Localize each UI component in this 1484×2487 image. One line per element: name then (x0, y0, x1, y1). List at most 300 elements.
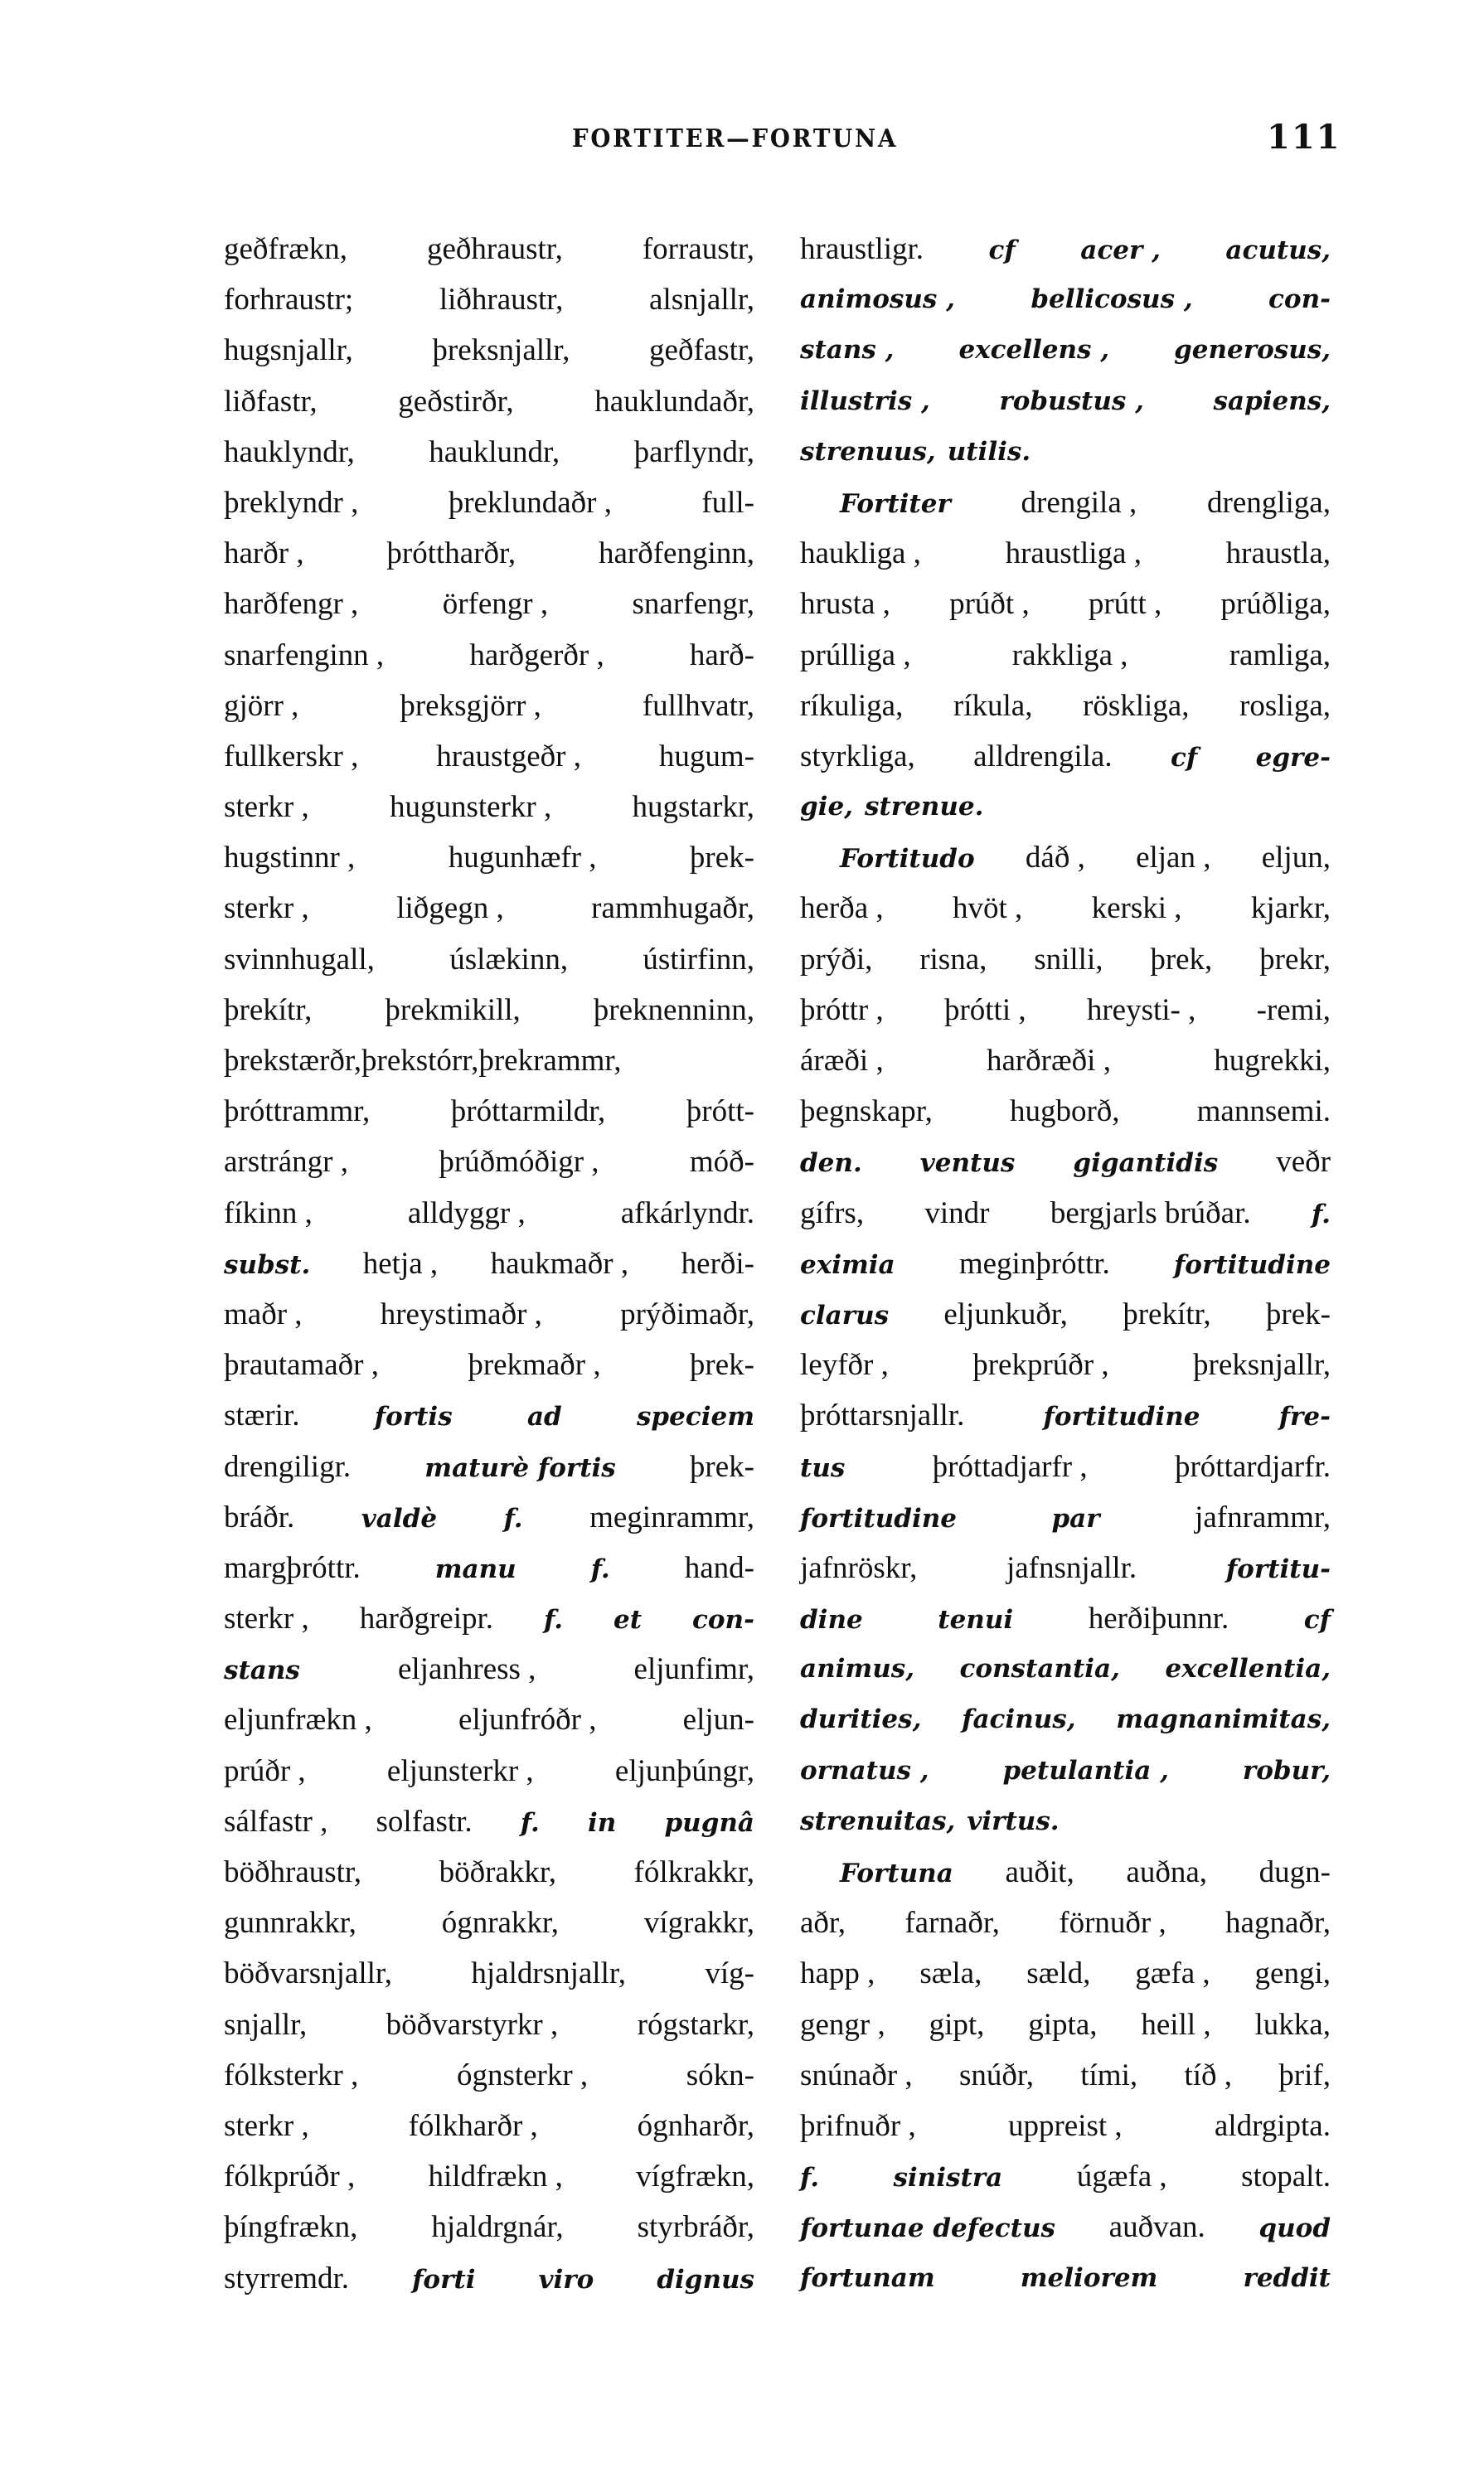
icelandic-word: vindr (924, 1195, 990, 1230)
text-line (800, 2151, 1331, 2202)
icelandic-word: fullkerskr , (224, 739, 359, 773)
icelandic-word: þrifnuðr , (800, 2108, 916, 2143)
icelandic-word: þreksnjallr, (432, 333, 570, 368)
icelandic-word: margþróttr. (224, 1550, 361, 1585)
icelandic-word: eljan , (1136, 841, 1211, 875)
icelandic-word: prýði, (800, 942, 873, 977)
icelandic-word: fíkinn , (224, 1195, 313, 1230)
latin-term: f. (1311, 1199, 1331, 1229)
icelandic-word: gunnrakkr, (224, 1906, 356, 1941)
icelandic-word: sterkr , (224, 891, 309, 926)
latin-term: magnanimitas, (1116, 1704, 1331, 1735)
text-line (224, 1137, 754, 1187)
icelandic-word: harðr , (224, 536, 304, 571)
icelandic-word: happ , (800, 1956, 875, 1991)
icelandic-word: ústirfinn, (643, 942, 754, 977)
icelandic-word: þrek- (689, 1449, 754, 1484)
latin-term: fortitudine (800, 1503, 958, 1534)
latin-term: excellentia, (1165, 1654, 1331, 1685)
icelandic-word: styrbráðr, (637, 2210, 754, 2245)
icelandic-word: eljanhress , (397, 1652, 536, 1687)
latin-term: viro (538, 2264, 594, 2295)
latin-term: et (613, 1605, 643, 1636)
icelandic-word: hugunhæfr , (448, 841, 597, 875)
icelandic-word: fólkharðr , (408, 2108, 538, 2143)
icelandic-word: hugsnjallr, (224, 333, 353, 368)
icelandic-word: vígfrækn, (636, 2160, 754, 2194)
text-line (800, 1340, 1331, 1390)
text-line (224, 1289, 754, 1340)
icelandic-word: kerski , (1091, 891, 1182, 926)
icelandic-word: stærir. (224, 1399, 300, 1433)
icelandic-word: sterkr , (224, 790, 309, 825)
icelandic-word: þrekstærðr,þrekstórr,þrekrammr, (224, 1044, 622, 1078)
icelandic-word: þróttarsnjallr. (800, 1399, 965, 1433)
icelandic-word: prútt , (1088, 587, 1162, 622)
text-line (800, 427, 1331, 478)
text-line (224, 832, 754, 883)
text-line (800, 376, 1331, 427)
icelandic-word: bergjarls brúðar. (1050, 1195, 1251, 1230)
icelandic-word: þrek, (1150, 942, 1213, 977)
latin-term: subst. (224, 1249, 311, 1280)
icelandic-word: þrekprúðr , (972, 1348, 1109, 1383)
text-line (224, 630, 754, 681)
icelandic-word: afkárlyndr. (620, 1195, 754, 1230)
text-line (800, 1086, 1331, 1137)
icelandic-word: hreystimaðr , (380, 1297, 542, 1331)
icelandic-word: svinnhugall, (224, 942, 375, 977)
icelandic-word: heill , (1141, 2007, 1211, 2042)
icelandic-word: áræði , (800, 1044, 884, 1078)
text-line (224, 579, 754, 629)
latin-term: stans (224, 1656, 300, 1686)
text-line (800, 1390, 1331, 1441)
icelandic-word: þrekr, (1259, 942, 1331, 977)
icelandic-word: sæla, (919, 1956, 982, 1991)
latin-term: f. (543, 1605, 564, 1636)
text-line (800, 2202, 1331, 2252)
text-line (800, 681, 1331, 731)
latin-term: f. (800, 2163, 820, 2194)
text-line (224, 1593, 754, 1644)
icelandic-word: harðfenginn, (598, 536, 754, 571)
icelandic-word: auðvan. (1108, 2210, 1205, 2245)
icelandic-word: stopalt. (1241, 2160, 1331, 2194)
icelandic-word: þrúðmóðigr , (439, 1145, 599, 1180)
text-line (800, 1239, 1331, 1289)
icelandic-word: hauklundaðr, (594, 384, 754, 419)
text-line (224, 224, 754, 274)
text-line (800, 1644, 1331, 1694)
icelandic-word: rammhugaðr, (591, 891, 754, 926)
latin-term: dignus (657, 2264, 754, 2295)
right-column (800, 224, 1331, 2304)
latin-term: strenue. (864, 792, 984, 822)
icelandic-word: harðgreipr. (359, 1602, 494, 1636)
text-line (224, 681, 754, 731)
latin-term: strenuitas, (800, 1806, 956, 1836)
icelandic-word: aldrgipta. (1214, 2108, 1331, 2143)
icelandic-word: alldrengila. (973, 739, 1113, 773)
icelandic-word: hreysti- , (1086, 992, 1196, 1027)
latin-term: bellicosus , (1031, 284, 1193, 315)
icelandic-word: sálfastr , (224, 1804, 328, 1839)
latin-term: cf (1171, 742, 1198, 773)
text-line (800, 274, 1331, 325)
latin-term: robur, (1242, 1755, 1331, 1786)
latin-term: Fortuna (840, 1859, 953, 1888)
text-line (800, 731, 1331, 782)
icelandic-word: gífrs, (800, 1195, 865, 1230)
icelandic-word: förnuðr , (1059, 1906, 1166, 1941)
text-line (224, 1543, 754, 1593)
icelandic-word: þróttadjarfr , (932, 1449, 1088, 1484)
text-line (800, 985, 1331, 1035)
icelandic-word: þróttrammr, (224, 1094, 371, 1129)
text-line (800, 478, 1331, 528)
latin-term: fortitudine (1173, 1249, 1331, 1280)
icelandic-word: farnaðr, (904, 1906, 1000, 1941)
text-line (800, 1035, 1331, 1086)
latin-term: cf (1303, 1605, 1331, 1636)
text-line (800, 1796, 1331, 1847)
icelandic-word: vígrakkr, (643, 1906, 754, 1941)
icelandic-word: geðfastr, (649, 333, 754, 368)
icelandic-word: snarfengr, (632, 587, 754, 622)
icelandic-word: sterkr , (224, 1602, 309, 1636)
icelandic-word: böðvarsnjallr, (224, 1956, 392, 1991)
latin-term: manu (434, 1554, 516, 1584)
text-line (224, 782, 754, 832)
icelandic-word: þrek- (689, 1348, 754, 1383)
latin-term: generosus, (1174, 335, 1331, 366)
text-line (224, 1847, 754, 1898)
icelandic-word: hrusta , (800, 587, 890, 622)
icelandic-word: auðna, (1126, 1855, 1207, 1889)
icelandic-word: haukliga , (800, 536, 921, 571)
icelandic-word: jafnsnjallr. (1006, 1550, 1137, 1585)
icelandic-word: hand- (684, 1550, 754, 1585)
text-line (224, 376, 754, 427)
icelandic-word: þreklundaðr , (448, 485, 612, 520)
latin-term: f. (590, 1554, 610, 1584)
latin-term: robustus , (999, 385, 1144, 416)
text-line (800, 1543, 1331, 1593)
icelandic-word: ógnharðr, (637, 2108, 754, 2143)
icelandic-word: kjarkr, (1250, 891, 1331, 926)
latin-term: f. (520, 1807, 540, 1838)
icelandic-word: snarfenginn , (224, 638, 385, 672)
icelandic-word: hugstinnr , (224, 841, 356, 875)
icelandic-word: þróttr , (800, 992, 884, 1027)
latin-term: fortunam (800, 2262, 935, 2293)
text-line (800, 2101, 1331, 2151)
icelandic-word: böðvarstyrkr , (386, 2007, 559, 2042)
icelandic-word: úgæfa , (1076, 2160, 1167, 2194)
icelandic-word: hraustla, (1225, 536, 1331, 571)
icelandic-word: hraustliga , (1005, 536, 1142, 571)
icelandic-word: víg- (705, 1956, 754, 1991)
icelandic-word: styrremdr. (224, 2261, 350, 2296)
icelandic-word: forraustr, (642, 232, 754, 266)
icelandic-word: eljunfróðr , (458, 1703, 597, 1738)
icelandic-word: hvöt , (953, 891, 1023, 926)
icelandic-word: prýðimaðr, (620, 1297, 754, 1331)
latin-term: fortis (374, 1402, 453, 1433)
icelandic-word: sterkr , (224, 2108, 309, 2143)
icelandic-word: meginrammr, (589, 1500, 754, 1534)
text-line (224, 2000, 754, 2050)
text-line (224, 1035, 754, 1086)
icelandic-word: hetja , (362, 1246, 439, 1281)
icelandic-word: rosliga, (1239, 688, 1331, 723)
icelandic-word: hraustgeðr , (436, 739, 581, 773)
icelandic-word: þreknenninn, (593, 992, 754, 1027)
icelandic-word: prúðliga, (1220, 587, 1331, 622)
icelandic-word: uppreist , (1007, 2108, 1123, 2143)
latin-term: speciem (636, 1402, 754, 1433)
text-line (224, 1644, 754, 1694)
icelandic-word: móð- (689, 1145, 754, 1180)
latin-term: reddit (1243, 2262, 1331, 2293)
icelandic-word: geðstirðr, (398, 384, 514, 419)
icelandic-word: herði- (681, 1246, 754, 1281)
icelandic-word: drengiligr. (224, 1449, 352, 1484)
page-number: 111 (1267, 118, 1341, 157)
text-line (224, 731, 754, 782)
latin-term: tenui (938, 1605, 1014, 1636)
icelandic-word: þróttarmildr, (450, 1094, 606, 1129)
text-line (224, 1188, 754, 1239)
text-line (800, 1137, 1331, 1187)
icelandic-word: full- (701, 485, 754, 520)
text-line (224, 2202, 754, 2252)
latin-term: ad (526, 1402, 562, 1433)
text-line (224, 1442, 754, 1492)
text-line (800, 1188, 1331, 1239)
text-line (800, 1442, 1331, 1492)
icelandic-word: rakkliga , (1011, 638, 1128, 672)
icelandic-word: þrif, (1278, 2058, 1331, 2092)
icelandic-word: böðrakkr, (439, 1855, 556, 1889)
text-line (224, 934, 754, 985)
icelandic-word: styrkliga, (800, 739, 915, 773)
latin-term: par (1051, 1503, 1100, 1534)
icelandic-word: geðfrækn, (224, 232, 347, 266)
icelandic-word: þreksgjörr , (400, 688, 541, 723)
latin-term: petulantia , (1002, 1755, 1169, 1786)
icelandic-word: leyfðr , (800, 1348, 889, 1383)
icelandic-word: lukka, (1254, 2007, 1331, 2042)
latin-term: acer , (1080, 235, 1161, 265)
text-line (800, 1593, 1331, 1644)
icelandic-word: þreklyndr , (224, 485, 359, 520)
latin-term: facinus, (962, 1704, 1076, 1735)
icelandic-word: prúðr , (224, 1753, 306, 1788)
latin-term: dine (800, 1605, 863, 1636)
latin-term: durities, (800, 1704, 922, 1735)
icelandic-word: þarflyndr, (633, 434, 754, 469)
text-line (224, 478, 754, 528)
text-line (224, 274, 754, 325)
text-line (800, 1898, 1331, 1948)
icelandic-word: jafnröskr, (800, 1550, 918, 1585)
latin-term: strenuus, (800, 436, 936, 467)
icelandic-word: hjaldrsnjallr, (471, 1956, 626, 1991)
icelandic-word: auðit, (1005, 1855, 1074, 1889)
icelandic-word: eljunsterkr , (386, 1753, 534, 1788)
icelandic-word: hugrekki, (1214, 1044, 1331, 1078)
latin-term: forti (412, 2264, 476, 2295)
icelandic-word: eljun- (682, 1703, 754, 1738)
text-line (800, 2050, 1331, 2101)
latin-term: fortitudine (1043, 1402, 1200, 1433)
icelandic-word: jafnrammr, (1195, 1500, 1331, 1534)
icelandic-word: arstrángr , (224, 1145, 348, 1180)
text-line (224, 985, 754, 1035)
latin-term: f. (503, 1503, 523, 1534)
icelandic-word: mannsemi. (1196, 1094, 1331, 1129)
icelandic-word: eljunþúngr, (614, 1753, 754, 1788)
icelandic-word: dáð , (1025, 841, 1085, 875)
icelandic-word: hugborð, (1009, 1094, 1120, 1129)
icelandic-word: hraustligr. (800, 232, 924, 266)
icelandic-word: ríkula, (953, 688, 1033, 723)
icelandic-word: snjallr, (224, 2007, 308, 2042)
text-line (224, 325, 754, 376)
icelandic-word: maðr , (224, 1297, 303, 1331)
icelandic-word: harðræði , (986, 1044, 1111, 1078)
latin-term: sapiens, (1213, 385, 1331, 416)
latin-term: eximia (800, 1249, 895, 1280)
text-line (224, 528, 754, 579)
text-line (224, 2253, 754, 2304)
latin-term: sinistra (893, 2163, 1003, 2194)
icelandic-word: snilli, (1034, 942, 1103, 977)
icelandic-word: eljunfrækn , (224, 1703, 372, 1738)
icelandic-word: tími, (1080, 2058, 1138, 2092)
latin-term: clarus (800, 1300, 890, 1331)
icelandic-word: hauklundr, (429, 434, 560, 469)
icelandic-word: haukmaðr , (490, 1246, 629, 1281)
latin-term: ventus (919, 1148, 1016, 1179)
latin-term: stans , (800, 335, 895, 366)
latin-term: illustris , (800, 385, 930, 416)
icelandic-word: gipt, (929, 2007, 985, 2042)
icelandic-word: þrek- (1265, 1297, 1331, 1331)
latin-term: animosus , (800, 284, 955, 315)
icelandic-word: gengr , (800, 2007, 885, 2042)
icelandic-word: harðgerðr , (469, 638, 604, 672)
icelandic-word: sókn- (686, 2058, 754, 2092)
icelandic-word: alsnjallr, (649, 283, 754, 318)
icelandic-word: eljunkuðr, (943, 1297, 1068, 1331)
icelandic-word: þróttharðr, (386, 536, 516, 571)
icelandic-word: þegnskapr, (800, 1094, 933, 1129)
icelandic-word: snúðr, (958, 2058, 1034, 2092)
icelandic-word: meginþróttr. (958, 1246, 1110, 1281)
icelandic-word: röskliga, (1083, 688, 1190, 723)
text-line (800, 528, 1331, 579)
icelandic-word: herðiþunnr. (1088, 1602, 1229, 1636)
text-line (800, 579, 1331, 629)
icelandic-word: solfastr. (376, 1804, 473, 1839)
icelandic-word: þíngfrækn, (224, 2210, 358, 2245)
icelandic-word: gengi, (1254, 1956, 1331, 1991)
icelandic-word: liðfastr, (224, 384, 318, 419)
icelandic-word: þrekítr, (1123, 1297, 1211, 1331)
text-line (224, 1898, 754, 1948)
text-line (224, 2101, 754, 2151)
icelandic-word: liðhraustr, (439, 283, 564, 318)
icelandic-word: prúlliga , (800, 638, 911, 672)
latin-term: con- (692, 1605, 754, 1636)
text-line (224, 1948, 754, 1999)
text-line (224, 1492, 754, 1543)
icelandic-word: þróttardjarfr. (1174, 1449, 1331, 1484)
latin-term: acutus, (1225, 235, 1331, 265)
icelandic-word: risna, (919, 942, 987, 977)
text-line (224, 1086, 754, 1137)
text-line (224, 1694, 754, 1745)
icelandic-word: þrek- (689, 841, 754, 875)
latin-term: Fortiter (840, 488, 951, 519)
icelandic-word: eljunfimr, (633, 1652, 754, 1687)
icelandic-word: hagnaðr, (1225, 1906, 1331, 1941)
icelandic-word: gipta, (1028, 2007, 1098, 2042)
latin-term: meliorem (1020, 2262, 1158, 2293)
icelandic-word: ríkuliga, (800, 688, 904, 723)
text-line (800, 1746, 1331, 1796)
icelandic-word: þreksnjallr, (1193, 1348, 1331, 1383)
text-line (224, 1340, 754, 1390)
icelandic-word: hugstarkr, (632, 790, 754, 825)
icelandic-word: liðgegn , (396, 891, 504, 926)
latin-term: fortunae defectus (800, 2213, 1055, 2244)
icelandic-word: hugum- (658, 739, 754, 773)
text-line (800, 1289, 1331, 1340)
text-line (224, 1746, 754, 1796)
icelandic-word: drengliga, (1207, 485, 1331, 520)
icelandic-word: böðhraustr, (224, 1855, 362, 1889)
icelandic-word: gæfa , (1135, 1956, 1210, 1991)
icelandic-word: tíð , (1184, 2058, 1232, 2092)
latin-term: cf (988, 235, 1016, 265)
text-line (800, 934, 1331, 985)
icelandic-word: úslækinn, (449, 942, 569, 977)
icelandic-word: fólkrakkr, (633, 1855, 754, 1889)
icelandic-word: þrekmaðr , (468, 1348, 601, 1383)
text-line (224, 2050, 754, 2101)
latin-term: ornatus , (800, 1755, 929, 1786)
text-line (224, 883, 754, 933)
latin-term: in (588, 1807, 617, 1838)
latin-term: egre- (1255, 742, 1331, 773)
latin-term: excellens , (958, 335, 1110, 366)
text-line (800, 2253, 1331, 2304)
latin-term: gie, (800, 792, 853, 822)
icelandic-word: fullhvatr, (642, 688, 754, 723)
icelandic-word: gjörr , (224, 688, 299, 723)
latin-term: fre- (1278, 1402, 1331, 1433)
icelandic-word: ógnsterkr , (456, 2058, 589, 2092)
latin-term: animus, (800, 1654, 914, 1685)
icelandic-word: örfengr , (442, 587, 549, 622)
icelandic-word: prúðt , (949, 587, 1030, 622)
icelandic-word: harðfengr , (224, 587, 359, 622)
icelandic-word: bráðr. (224, 1500, 295, 1534)
